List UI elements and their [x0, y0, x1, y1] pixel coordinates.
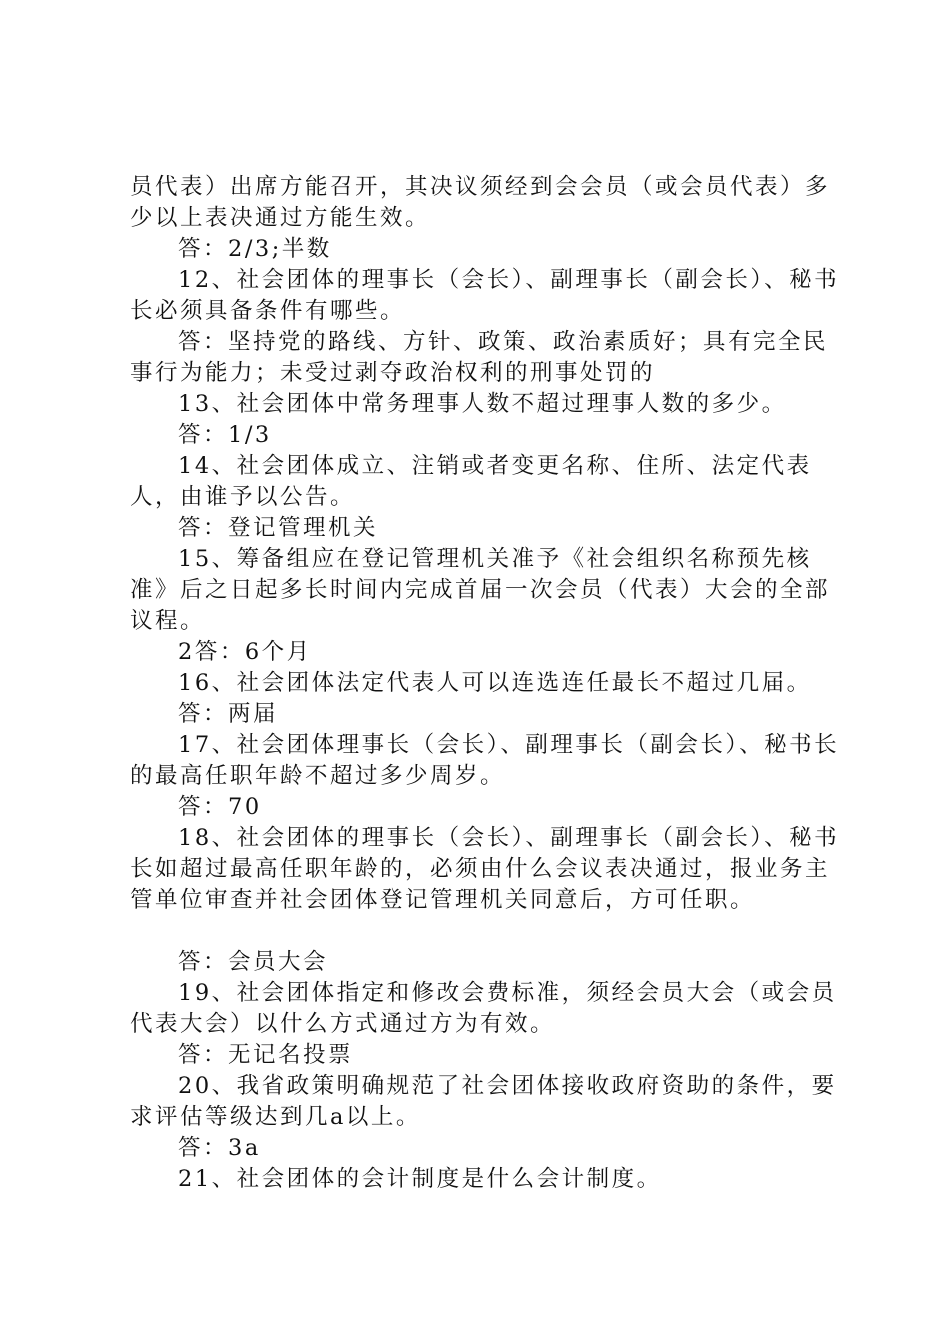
answer-16: 答：两届: [178, 701, 279, 727]
answer-18: 答：会员大会: [178, 949, 329, 975]
question-21: 21、社会团体的会计制度是什么会计制度。: [178, 1166, 662, 1192]
answer-19: 答：无记名投票: [178, 1042, 354, 1068]
answer-12: 答：坚持党的路线、方针、政策、政治素质好；具有完全民事行为能力；未受过剥夺政治权利的刑事处罚的: [130, 329, 829, 386]
question-15: 15、筹备组应在登记管理机关准予《社会组织名称预先核准》后之日起多长时间内完成首届一次会员（代表）大会的全部议程。: [130, 546, 831, 634]
question-19: 19、社会团体指定和修改会费标准，须经会员大会（或会员代表大会）以什么方式通过方为有效。: [130, 980, 837, 1037]
question-17: 17、社会团体理事长（会长）、副理事长（副会长）、秘书长的最高任职年龄不超过多少周岁。: [130, 732, 840, 789]
answer-13: 答：1/3: [178, 422, 272, 448]
question-18: 18、社会团体的理事长（会长）、副理事长（副会长）、秘书长如超过最高任职年龄的，必须由什么会议表决通过，报业务主管单位审查并社会团体登记管理机关同意后，方可任职。: [130, 825, 840, 913]
answer-20: 答：3a: [178, 1135, 261, 1161]
question-13: 13、社会团体中常务理事人数不超过理事人数的多少。: [178, 391, 787, 417]
paragraph-continuation: 员代表）出席方能召开，其决议须经到会会员（或会员代表）多少以上表决通过方能生效。: [130, 174, 831, 231]
question-14: 14、社会团体成立、注销或者变更名称、住所、法定代表人，由谁予以公告。: [130, 453, 812, 510]
question-12: 12、社会团体的理事长（会长）、副理事长（副会长）、秘书长必须具备条件有哪些。: [130, 267, 840, 324]
answer-11: 答：2/3;半数: [178, 236, 332, 262]
answer-14: 答：登记管理机关: [178, 515, 379, 541]
answer-15: 2答：6个月: [178, 639, 312, 665]
question-20: 20、我省政策明确规范了社会团体接收政府资助的条件，要求评估等级达到几a以上。: [130, 1073, 837, 1130]
answer-17: 答：70: [178, 794, 262, 820]
document-body: [130, 172, 840, 1195]
question-16: 16、社会团体法定代表人可以连选连任最长不超过几届。: [178, 670, 812, 696]
